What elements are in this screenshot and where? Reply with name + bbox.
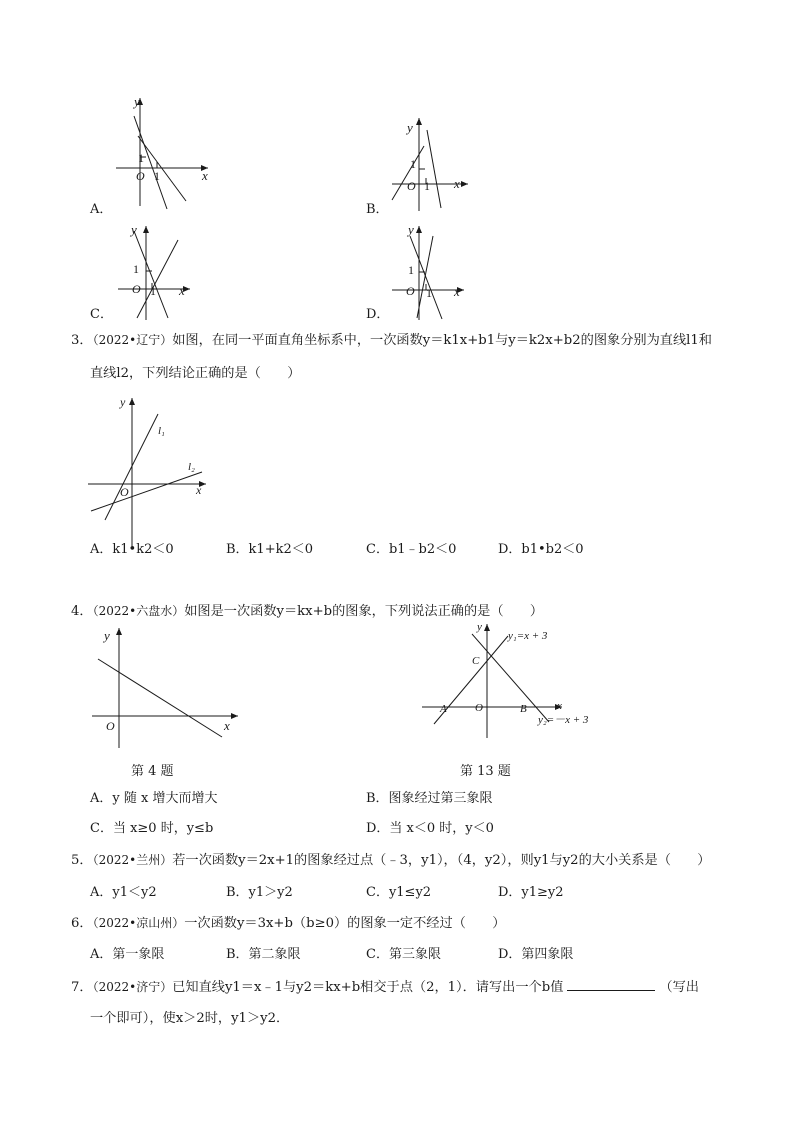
question-4-option-b[interactable]: B．图象经过第三象限 bbox=[366, 791, 493, 806]
tick-one-x: 1 bbox=[154, 169, 160, 183]
question-number: 6． bbox=[71, 916, 93, 931]
question-text: 已知直线y1＝x﹣1与y2＝kx+b相交于点（2，1）．请写出一个b值 bbox=[172, 980, 564, 995]
question-3-option-b[interactable]: B．k1+k2＜0 bbox=[226, 542, 314, 557]
origin-label: O bbox=[132, 282, 141, 296]
question-text: 一次函数y＝3x+b（b≥0）的图象一定不经过（ ） bbox=[184, 916, 506, 931]
question-7-line-1 bbox=[71, 980, 699, 994]
line-y1-label: y₁=x + 3 bbox=[508, 630, 548, 642]
point-b-label: B bbox=[520, 703, 527, 715]
tick-one-y: 1 bbox=[138, 151, 144, 165]
question-5-option-d[interactable]: D．y1≥y2 bbox=[498, 885, 564, 900]
tick-one-x: 1 bbox=[426, 286, 432, 300]
x-axis-label: x bbox=[454, 284, 460, 299]
tick-one-x: 1 bbox=[424, 179, 430, 193]
question-5-line bbox=[71, 854, 710, 867]
y-axis-label: y bbox=[131, 222, 137, 237]
option-b-graph bbox=[390, 116, 480, 216]
origin-label: O bbox=[136, 169, 145, 183]
origin-label: O bbox=[407, 179, 416, 193]
origin-label: O bbox=[120, 485, 129, 499]
tick-one-y: 1 bbox=[408, 263, 414, 277]
question-4-line bbox=[71, 605, 543, 618]
x-axis-label: x bbox=[557, 700, 562, 712]
question-4-option-d[interactable]: D．当 x＜0 时，y＜0 bbox=[366, 821, 494, 836]
option-b-label: B． bbox=[366, 202, 389, 217]
question-4-option-c[interactable]: C．当 x≥0 时，y≤b bbox=[90, 821, 214, 836]
question-4-left-caption: 第 4 题 bbox=[131, 764, 174, 779]
y-axis-label: y bbox=[104, 628, 110, 643]
question-text: 如图，在同一平面直角坐标系中，一次函数y＝k1x+b1与y＝k2x+b2的图象分别为直线l1和 bbox=[172, 333, 712, 348]
tick-one-y: 1 bbox=[133, 262, 139, 276]
option-a-label: A． bbox=[90, 202, 113, 217]
question-6-line bbox=[71, 917, 505, 930]
question-3-line-2: 直线l2，下列结论正确的是（ ） bbox=[90, 366, 301, 381]
question-3-line-1 bbox=[71, 334, 712, 347]
question-4-left-figure bbox=[88, 624, 248, 754]
point-a-label: A bbox=[440, 703, 447, 715]
question-6-option-b[interactable]: B．第二象限 bbox=[226, 947, 301, 962]
answer-blank[interactable] bbox=[567, 980, 655, 991]
question-text: 若一次函数y＝2x+1的图象经过点（﹣3，y1），（4，y2），则y1与y2的大小关系是（ ） bbox=[172, 853, 711, 868]
question-text: 如图是一次函数y＝kx+b的图象，下列说法正确的是（ ） bbox=[184, 604, 544, 619]
point-c-label: C bbox=[472, 655, 480, 667]
question-6-option-d[interactable]: D．第四象限 bbox=[498, 947, 574, 962]
y-axis-label: y bbox=[134, 94, 140, 109]
line-y2-label: y₂=－x + 3 bbox=[538, 714, 589, 726]
x-axis-label: x bbox=[202, 168, 208, 183]
question-number: 7． bbox=[71, 980, 93, 995]
origin-label: O bbox=[475, 702, 483, 714]
question-text-tail: （写出 bbox=[659, 980, 699, 995]
y-axis-label: y bbox=[120, 395, 126, 409]
question-7-line-2: 一个即可），使x＞2时，y1＞y2． bbox=[90, 1011, 290, 1026]
question-source: （2022•六盘水） bbox=[92, 604, 185, 618]
question-source: （2022•兰州） bbox=[92, 853, 173, 867]
question-4-right-caption: 第 13 题 bbox=[460, 764, 511, 779]
origin-label: O bbox=[106, 719, 115, 733]
question-3-option-c[interactable]: C．b1﹣b2＜0 bbox=[366, 542, 457, 557]
question-6-option-c[interactable]: C．第三象限 bbox=[366, 947, 441, 962]
x-axis-label: x bbox=[179, 283, 185, 298]
tick-one-y: 1 bbox=[410, 157, 416, 171]
question-source: （2022•济宁） bbox=[92, 980, 173, 994]
y-axis-label: y bbox=[407, 120, 413, 135]
line-l2-label: l₂ bbox=[188, 461, 195, 473]
option-d-graph bbox=[392, 222, 482, 322]
question-5-option-c[interactable]: C．y1≤y2 bbox=[366, 885, 432, 900]
question-5-option-b[interactable]: B．y1＞y2 bbox=[226, 885, 293, 900]
option-a-graph bbox=[110, 96, 210, 216]
question-3-figure bbox=[88, 394, 218, 557]
question-3-option-d[interactable]: D．b1•b2＜0 bbox=[498, 542, 584, 557]
x-axis-label: x bbox=[224, 718, 230, 733]
y-axis-label: y bbox=[477, 621, 482, 633]
option-d-label: D． bbox=[366, 307, 390, 322]
question-source: （2022•凉山州） bbox=[92, 916, 185, 930]
question-4-right-figure bbox=[420, 620, 620, 740]
line-l1-label: l₁ bbox=[158, 425, 165, 437]
question-5-option-a[interactable]: A．y1＜y2 bbox=[90, 885, 157, 900]
option-c-graph bbox=[118, 222, 208, 322]
x-axis-label: x bbox=[454, 176, 460, 191]
question-3-option-a[interactable]: A．k1•k2＜0 bbox=[90, 542, 174, 557]
question-number: 4． bbox=[71, 604, 93, 619]
tick-one-x: 1 bbox=[150, 284, 156, 298]
option-c-label: C． bbox=[90, 307, 113, 322]
y-axis-label: y bbox=[408, 222, 414, 237]
question-number: 5． bbox=[71, 853, 93, 868]
origin-label: O bbox=[406, 284, 415, 298]
question-6-option-a[interactable]: A．第一象限 bbox=[90, 947, 165, 962]
x-axis-label: x bbox=[196, 483, 202, 497]
question-source: （2022•辽宁） bbox=[92, 333, 173, 347]
question-4-option-a[interactable]: A．y 随 x 增大而增大 bbox=[90, 791, 218, 806]
question-number: 3． bbox=[71, 333, 93, 348]
